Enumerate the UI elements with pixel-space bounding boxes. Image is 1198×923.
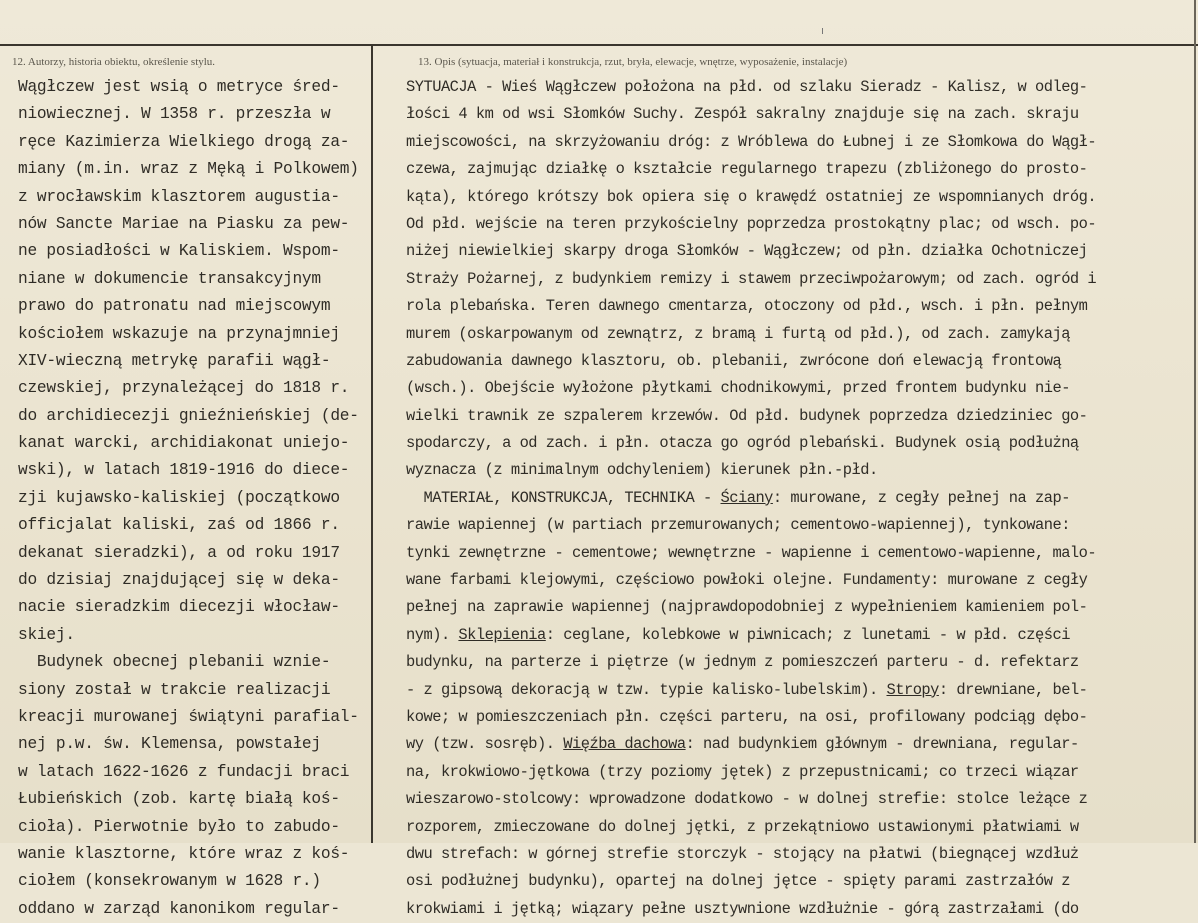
section-keyword: Ściany	[720, 488, 773, 507]
history-text-column	[18, 74, 370, 923]
text-line	[406, 129, 1196, 156]
text-line	[406, 485, 1196, 512]
text-segment: wyznacza (z minimalnym odchyleniem) kierunek płn.-płd.	[406, 461, 878, 480]
text-line: siony został w trakcie realizacji	[18, 680, 331, 699]
text-line	[406, 540, 1196, 567]
text-segment: miejscowości, na skrzyżowaniu dróg: z Wróblewa do Łubnej i ze Słomkowa do Wągł-	[406, 132, 1097, 151]
text-line: cioła). Pierwotnie było to zabudo-	[18, 817, 340, 836]
text-line: Budynek obecnej plebanii wznie-	[18, 653, 331, 672]
text-line	[406, 348, 1196, 375]
text-line	[406, 649, 1196, 676]
text-line: officjalat kaliski, zaś od 1866 r.	[18, 516, 340, 535]
text-line: Wągłczew jest wsią o metryce śred-	[18, 78, 340, 96]
text-line	[406, 786, 1196, 813]
text-line: skiej.	[18, 625, 75, 644]
text-line	[406, 101, 1196, 128]
text-segment: wieszarowo-stolcowy: wprowadzone dodatkowo - w dolnej strefie: stolce leżące z	[406, 790, 1088, 809]
text-line: nej p.w. św. Klemensa, powstałej	[18, 735, 321, 754]
text-segment: osi podłużnej budynku), opartej na dolnej jętce - spięty parami zastrzałów z	[406, 872, 1070, 891]
text-segment: : ceglane, kolebkowe w piwnicach; z lunetami - w płd. części	[545, 625, 1070, 644]
text-segment: Straży Pożarnej, z budynkiem remizy i stawem przeciwpożarowym; od zach. ogród i	[406, 269, 1097, 288]
text-segment: SYTUACJA - Wieś Wągłczew położona na płd. od szlaku Sieradz - Kalisz, w odleg-	[406, 78, 1088, 96]
text-line: w latach 1622-1626 z fundacji braci	[18, 762, 350, 781]
text-segment: : drewniane, bel-	[938, 680, 1088, 699]
text-segment: (wsch.). Obejście wyłożone płytkami chodnikowymi, przed frontem budynku nie-	[406, 379, 1070, 398]
text-segment: spodarczy, a od zach. i płn. otacza go ogród plebański. Budynek osią podłużną	[406, 434, 1079, 453]
punch-mark	[822, 28, 823, 34]
header-rule	[0, 44, 1198, 46]
text-line: nacie sieradzkim diecezji włocław-	[18, 598, 340, 617]
text-line	[406, 868, 1196, 895]
text-line: miany (m.in. wraz z Męką i Polkowem)	[18, 160, 359, 179]
text-line: kościołem wskazuje na przynajmniej	[18, 324, 340, 343]
text-line	[406, 74, 1196, 101]
text-line: prawo do patronatu nad miejscowym	[18, 297, 331, 316]
left-column-heading: 12. Autorzy, historia obiektu, określenie stylu.	[12, 56, 216, 68]
text-line: ciołem (konsekrowanym w 1628 r.)	[18, 872, 321, 891]
text-segment: MATERIAŁ, KONSTRUKCJA, TECHNIKA -	[406, 488, 721, 507]
text-line	[406, 266, 1196, 293]
text-segment: wy (tzw. sosręb).	[406, 735, 564, 754]
text-line: zji kujawsko-kaliskiej (początkowo	[18, 488, 340, 507]
text-line	[406, 184, 1196, 211]
text-segment: nym).	[406, 625, 459, 644]
text-line: ne posiadłości w Kaliskiem. Wspom-	[18, 242, 340, 261]
text-line: do dzisiaj znajdującej się w deka-	[18, 571, 340, 590]
text-line: nów Sancte Mariae na Piasku za pew-	[18, 214, 350, 233]
text-segment: łości 4 km od wsi Słomków Suchy. Zespół sakralny znajduje się na zach. skraju	[406, 105, 1079, 124]
description-text-column	[406, 74, 1196, 923]
text-segment: zabudowania dawnego klasztoru, ob. plebanii, zwrócone doń elewacją frontową	[406, 351, 1062, 370]
text-line	[406, 156, 1196, 183]
text-line	[406, 293, 1196, 320]
text-segment: : nad budynkiem głównym - drewniana, regular-	[685, 735, 1079, 754]
text-line: z wrocławskim klasztorem augustia-	[18, 187, 340, 206]
text-line	[406, 677, 1196, 704]
text-segment: wane farbami klejowymi, częściowo powłoki olejne. Fundamenty: murowane z cegły	[406, 571, 1088, 590]
text-line	[406, 841, 1196, 868]
text-line: kanat warcki, archidiakonat uniejo-	[18, 434, 350, 453]
text-line	[406, 457, 1196, 484]
section-keyword: Sklepienia	[458, 625, 546, 644]
section-keyword: Stropy	[886, 680, 939, 699]
text-segment: murem (oskarpowanym od zewnątrz, z bramą i furtą od płd.), od zach. zamykają	[406, 324, 1070, 343]
text-line	[406, 594, 1196, 621]
right-column-heading: 13. Opis (sytuacja, materiał i konstrukcja, rzut, bryła, elewacje, wnętrze, wyposażenie, instalacje)	[418, 56, 848, 68]
text-line	[406, 321, 1196, 348]
text-line	[406, 512, 1196, 539]
text-line	[406, 896, 1196, 923]
text-segment: pełnej na zaprawie wapiennej (najprawdopodobniej z wypełnieniem kamieniem pol-	[406, 598, 1088, 617]
text-line: oddano w zarząd kanonikom regular-	[18, 899, 340, 918]
text-segment: tynki zewnętrzne - cementowe; wewnętrzne - wapienne i cementowo-wapienne, malo-	[406, 543, 1097, 562]
text-segment: Od płd. wejście na teren przykościelny poprzedza prostokątny plac; od wsch. po-	[406, 214, 1097, 233]
text-segment: rawie wapiennej (w partiach przemurowanych; cementowo-wapiennej), tynkowane:	[406, 516, 1070, 535]
text-line	[406, 211, 1196, 238]
text-line	[406, 238, 1196, 265]
text-line: niowiecznej. W 1358 r. przeszła w	[18, 105, 331, 124]
text-line	[406, 375, 1196, 402]
text-line: dekanat sieradzki), a od roku 1917	[18, 543, 340, 562]
text-line	[406, 759, 1196, 786]
text-line	[406, 731, 1196, 758]
text-line: niane w dokumencie transakcyjnym	[18, 269, 321, 288]
text-segment: niżej niewielkiej skarpy droga Słomków - Wągłczew; od płn. działka Ochotniczej	[406, 242, 1088, 261]
text-line	[406, 814, 1196, 841]
text-line	[406, 430, 1196, 457]
text-line	[406, 567, 1196, 594]
text-line	[406, 403, 1196, 430]
text-segment: dwu strefach: w górnej strefie storczyk - stojący na płatwi (biegnącej wzdłuż	[406, 844, 1079, 863]
text-line: ręce Kazimierza Wielkiego drogą za-	[18, 132, 350, 151]
text-line: kreacji murowanej świątyni parafial-	[18, 707, 359, 726]
text-line	[406, 622, 1196, 649]
section-keyword: Więźba dachowa	[563, 735, 686, 754]
text-segment: kowe; w pomieszczeniach płn. części parteru, na osi, profilowany podciąg dębo-	[406, 707, 1088, 726]
text-segment: rola plebańska. Teren dawnego cmentarza, otoczony od płd., wsch. i płn. pełnym	[406, 297, 1088, 316]
text-line: wanie klasztorne, które wraz z koś-	[18, 844, 350, 863]
text-segment: : murowane, z cegły pełnej na zap-	[772, 488, 1070, 507]
text-segment: budynku, na parterze i piętrze (w jednym z pomieszczeń parteru - d. refektarz	[406, 653, 1079, 672]
text-segment: rozporem, zmieczowane do dolnej jętki, z przekątniowo ustawionymi płatwiami w	[406, 817, 1079, 836]
text-segment: wielki trawnik ze szpalerem krzewów. Od płd. budynek poprzedza dziedziniec go-	[406, 406, 1088, 425]
text-line	[406, 704, 1196, 731]
text-line: wski), w latach 1819-1916 do diece-	[18, 461, 350, 480]
column-divider	[371, 46, 373, 843]
text-segment: kąta), którego krótszy bok opiera się o krawędź ostatniej ze wspomnianych dróg.	[406, 187, 1097, 206]
text-line: XIV-wieczną metrykę parafii wągł-	[18, 351, 331, 370]
text-segment: na, krokwiowo-jętkowa (trzy poziomy jętek) z przepustnicami; co trzeci wiązar	[406, 762, 1079, 781]
text-segment: krokwiami i jętką; wiązary pełne usztywnione wzdłużnie - górą zastrzałami (do	[406, 899, 1079, 918]
text-line: Łubieńskich (zob. kartę białą koś-	[18, 790, 340, 809]
text-line: czewskiej, przynależącej do 1818 r.	[18, 379, 350, 398]
text-segment: czewa, zajmując działkę o kształcie regularnego trapezu (zbliżonego do prosto-	[406, 160, 1088, 179]
text-segment: - z gipsową dekoracją w tzw. typie kalisko-lubelskim).	[406, 680, 887, 699]
text-line: do archidiecezji gnieźnieńskiej (de-	[18, 406, 359, 425]
